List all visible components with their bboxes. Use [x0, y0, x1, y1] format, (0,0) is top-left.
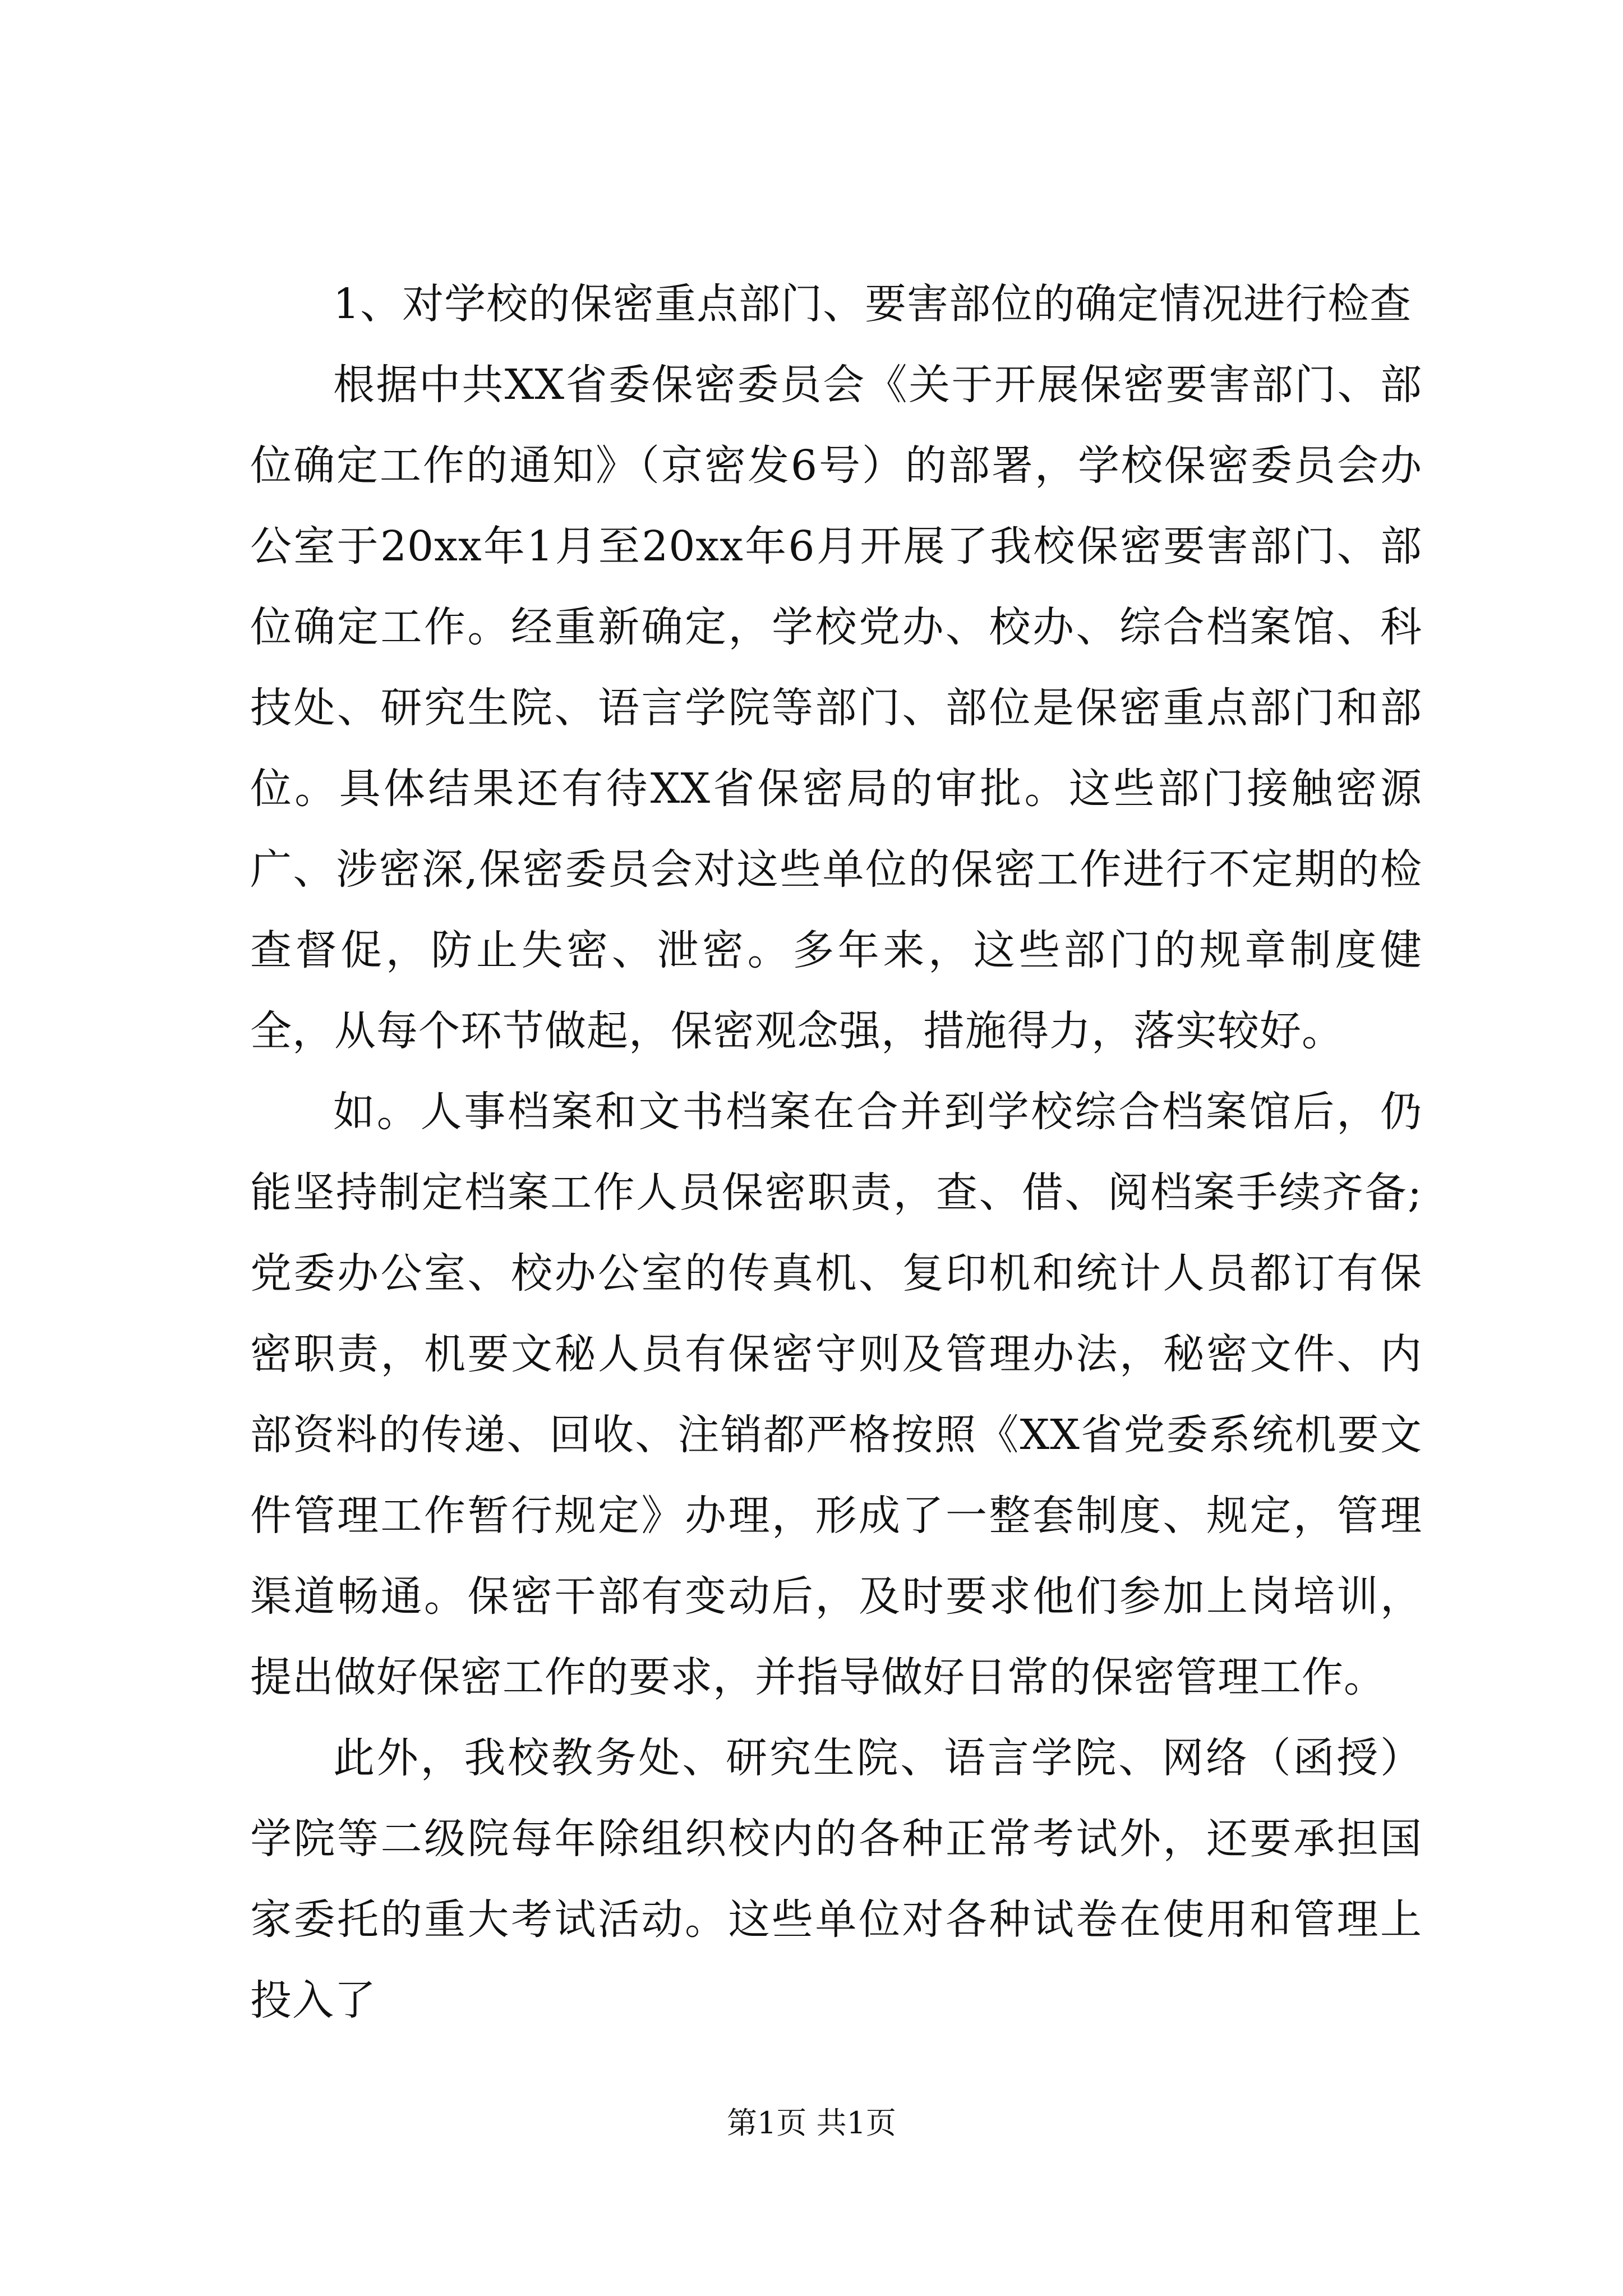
paragraph: 如。人事档案和文书档案在合并到学校综合档案馆后，仍能坚持制定档案工作人员保密职责，查、借、阅档案手续齐备;党委办公室、校办公室的传真机、复印机和统计人员都订有保密职责，机要文秘人员有保密守则及管理办法，秘密文件、内部资料的传递、回收、注销都严格按照《XX省党委系统机要文件管理工作暂行规定》办理，形成了一整套制度、规定，管理渠道畅通。保密干部有变动后，及时要求他们参加上岗培训，提出做好保密工作的要求，并指导做好日常的保密管理工作。 — [250, 1088, 1422, 1701]
paragraph: 此外，我校教务处、研究生院、语言学院、网络（函授）学院等二级院每年除组织校内的各种正常考试外，还要承担国家委托的重大考试活动。这些单位对各种试卷在使用和管理上投入了 — [250, 1734, 1422, 2024]
document-body — [250, 264, 1422, 2041]
paragraph: 根据中共XX省委保密委员会《关于开展保密要害部门、部位确定工作的通知》（京密发6号）的部署，学校保密委员会办公室于20xx年1月至20xx年6月开展了我校保密要害部门、部位确定工作。经重新确定，学校党办、校办、综合档案馆、科技处、研究生院、语言学院等部门、部位是保密重点部门和部位。具体结果还有待XX省保密局的审批。这些部门接触密源广、涉密深,保密委员会对这些单位的保密工作进行不定期的检查督促，防止失密、泄密。多年来，这些部门的规章制度健全，从每个环节做起，保密观念强，措施得力，落实较好。 — [250, 361, 1422, 1055]
paragraph-heading: 1、对学校的保密重点部门、要害部位的确定情况进行检查 — [333, 280, 1412, 328]
page-footer: 第1页 共1页 — [727, 2105, 896, 2141]
